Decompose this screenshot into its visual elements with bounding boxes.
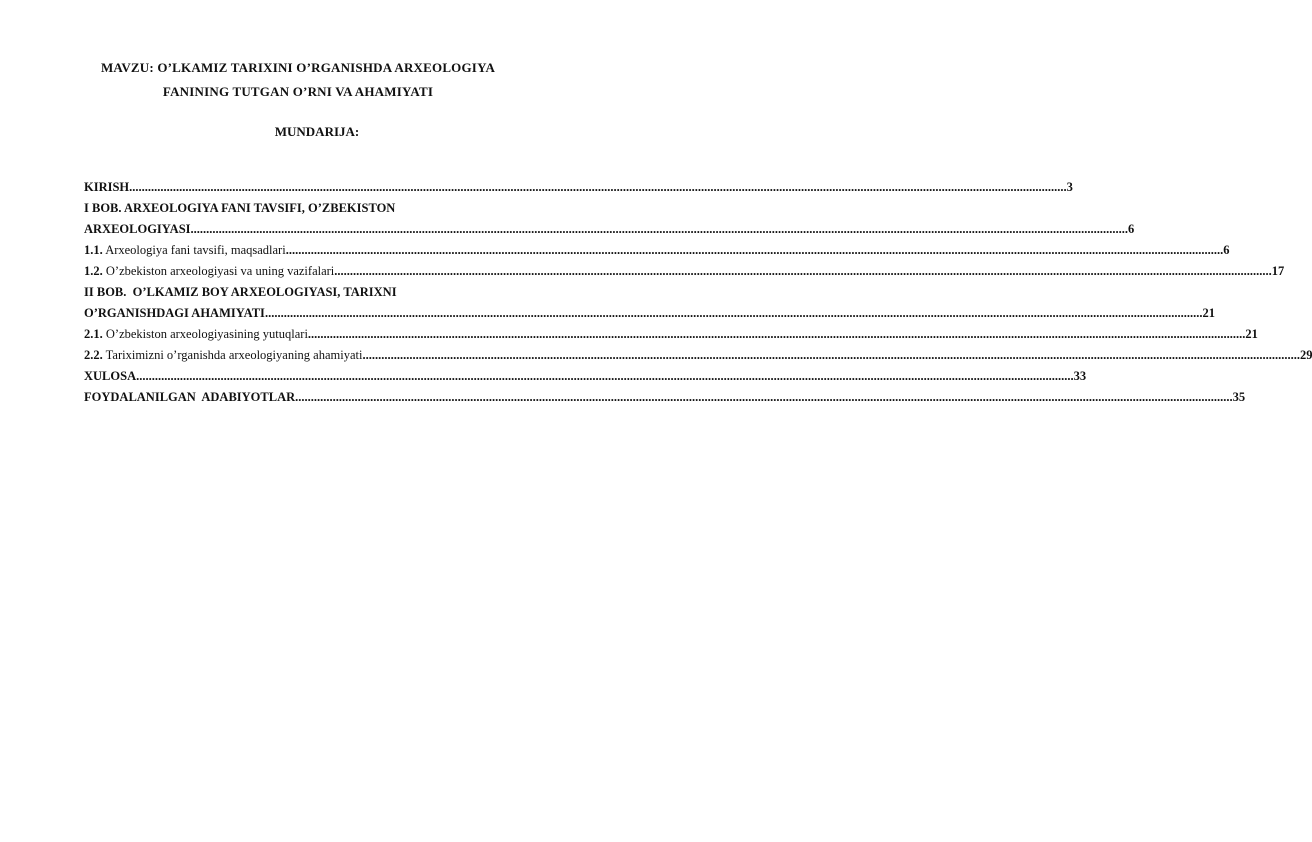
section-title: O’zbekiston arxeologiyasining yutuqlari [105, 327, 308, 341]
toc-entry-section-2-1 [84, 324, 1258, 345]
toc-page-number: 17 [1271, 264, 1285, 278]
toc-page-number: 35 [1232, 390, 1246, 404]
toc-entry-label: O’RGANISHDAGI AHAMIYATI [84, 306, 265, 320]
section-title: O’zbekiston arxeologiyasi va uning vazifalari [105, 264, 335, 278]
toc-chapter-1-heading: I BOB. ARXEOLOGIYA FANI TAVSIFI, O’ZBEKISTON [84, 201, 396, 215]
document-title-line-2: FANINING TUTGAN O’RNI VA AHAMIYATI [162, 84, 434, 99]
dot-leader: ............................................................................................................................................................................................................................................................................................................ [136, 369, 1074, 383]
dot-leader: ............................................................................................................................................................................................................................................................................................................ [190, 222, 1129, 236]
section-number: 1.1. [84, 243, 103, 257]
toc-entry-kirish [84, 177, 1073, 198]
toc-page-number: 6 [1128, 222, 1135, 236]
toc-page-number: 29 [1299, 348, 1312, 362]
table-of-contents [84, 177, 1312, 408]
toc-page-number: 6 [1223, 243, 1230, 257]
dot-leader: ............................................................................................................................................................................................................................................................................................................ [334, 264, 1272, 278]
section-title: Arxeologiya fani tavsifi, maqsadlari [105, 243, 286, 257]
document-title-line-1: MAVZU: O’LKAMIZ TARIXINI O’RGANISHDA ARXEOLOGIYA [100, 60, 496, 75]
toc-entry-label [84, 261, 334, 282]
toc-entry-chapter-1 [84, 219, 1135, 240]
toc-entry-adabiyotlar [84, 387, 1246, 408]
toc-entry-section-2-2 [84, 345, 1312, 366]
section-number: 1.2. [84, 264, 103, 278]
section-title: Tariximizni o’rganishda arxeologiyaning ahamiyati [105, 348, 363, 362]
dot-leader: ............................................................................................................................................................................................................................................................................................................ [307, 327, 1246, 341]
toc-entry-xulosa [84, 366, 1087, 387]
toc-entry-section-1-1 [84, 240, 1230, 261]
toc-entry-chapter-2 [84, 303, 1215, 324]
toc-chapter-2-heading: II BOB. O’LKAMIZ BOY ARXEOLOGIYASI, TARIXNI [84, 285, 397, 299]
toc-entry-section-1-2 [84, 261, 1285, 282]
dot-leader: ............................................................................................................................................................................................................................................................................................................ [129, 180, 1067, 194]
contents-heading: MUNDARIJA: [274, 124, 360, 139]
toc-page-number: 33 [1073, 369, 1087, 383]
dot-leader: ............................................................................................................................................................................................................................................................................................................ [264, 306, 1203, 320]
toc-entry-label [84, 240, 286, 261]
dot-leader: ............................................................................................................................................................................................................................................................................................................ [285, 243, 1224, 257]
toc-entry-label: XULOSA [84, 369, 137, 383]
section-number: 2.2. [84, 348, 103, 362]
toc-entry-label: KIRISH [84, 180, 130, 194]
section-number: 2.1. [84, 327, 103, 341]
toc-entry-label [84, 324, 308, 345]
toc-entry-label: ARXEOLOGIYASI [84, 222, 191, 236]
dot-leader: ............................................................................................................................................................................................................................................................................................................ [362, 348, 1300, 362]
toc-page-number: 21 [1202, 306, 1215, 320]
toc-page-number: 3 [1066, 180, 1073, 194]
toc-entry-label: FOYDALANILGAN ADABIYOTLAR [84, 390, 296, 404]
toc-page-number: 21 [1245, 327, 1258, 341]
toc-entry-label [84, 345, 362, 366]
dot-leader: ............................................................................................................................................................................................................................................................................................................ [295, 390, 1233, 404]
